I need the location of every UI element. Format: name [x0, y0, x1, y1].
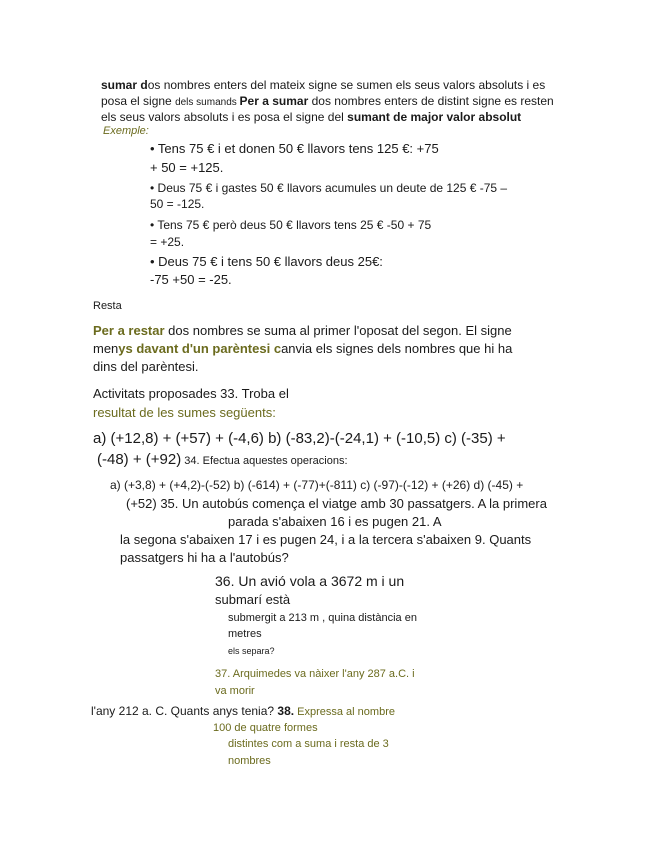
- resta-bold-davant: ys davant d'un parèntesi c: [118, 341, 282, 356]
- activitats-text: Expressa al nombre: [294, 706, 395, 718]
- example-2-line-2: 50 = -125.: [150, 197, 205, 211]
- example-label: Exemple:: [103, 125, 149, 137]
- activitats-line-19: distintes com a suma i resta de 3: [228, 738, 389, 750]
- activitats-line-20: nombres: [228, 755, 271, 767]
- activitats-line-6: (+52) 35. Un autobús comença el viatge amb 30 passatgers. A la primera: [126, 496, 547, 511]
- activitats-line-16: va morir: [215, 685, 255, 697]
- example-4-line-2: -75 +50 = -25.: [150, 272, 232, 287]
- activitats-line-14: els separa?: [228, 646, 275, 656]
- intro-text: posa el signe: [101, 94, 176, 108]
- example-1-line-1: • Tens 75 € i et donen 50 € llavors tens 125 €: +75: [150, 141, 439, 156]
- intro-bold-sumar: sumar d: [101, 78, 148, 92]
- example-2-line-1: • Deus 75 € i gastes 50 € llavors acumules un deute de 125 € -75 –: [150, 181, 508, 195]
- activitats-line-1: Activitats proposades 33. Troba el: [93, 386, 289, 401]
- resta-line-3: dins del parèntesi.: [93, 359, 199, 374]
- example-3-line-2: = +25.: [150, 235, 185, 249]
- intro-text: dos nombres enters de distint signe es resten: [308, 94, 554, 108]
- intro-small-text: dels sumands: [175, 97, 240, 108]
- resta-text: anvia els signes dels nombres que hi ha: [281, 341, 513, 356]
- intro-bold-per-a-sumar: Per a sumar: [239, 94, 309, 108]
- activitats-text: 34. Efectua aquestes operacions:: [181, 455, 348, 467]
- example-3-line-1: • Tens 75 € però deus 50 € llavors tens 25 € -50 + 75: [150, 218, 432, 232]
- intro-line-3: [101, 110, 521, 124]
- activitats-text: (-48) + (+92): [97, 451, 182, 468]
- activitats-line-10: 36. Un avió vola a 3672 m i un: [215, 573, 405, 589]
- example-1-line-2: + 50 = +125.: [150, 160, 224, 175]
- resta-heading: Resta: [93, 300, 122, 312]
- resta-text: men: [93, 341, 119, 356]
- activitats-line-15: 37. Arquimedes va nàixer l'any 287 a.C. i: [215, 668, 415, 680]
- intro-bold-sumant: sumant de major valor absolut: [347, 110, 522, 124]
- resta-line-2: [93, 341, 512, 357]
- resta-line-1: [93, 323, 512, 339]
- activitats-line-12: submergit a 213 m , quina distància en: [228, 612, 417, 624]
- intro-line-2: [101, 94, 554, 109]
- resta-bold-per-a-restar: Per a restar: [93, 323, 165, 338]
- activitats-line-8: la segona s'abaixen 17 i es pugen 24, i a la tercera s'abaixen 9. Quants: [120, 532, 532, 547]
- activitats-line-13: metres: [228, 628, 262, 640]
- intro-text: os nombres enters del mateix signe se sumen els seus valors absoluts i es: [147, 78, 546, 92]
- intro-text: els seus valors absoluts i es posa el signe del: [101, 110, 348, 124]
- example-4-line-1: • Deus 75 € i tens 50 € llavors deus 25€:: [150, 254, 383, 269]
- intro-line-1: [101, 78, 545, 92]
- activitats-line-18: 100 de quatre formes: [213, 722, 318, 734]
- activitats-number-38: 38.: [277, 704, 295, 718]
- activitats-line-3: a) (+12,8) + (+57) + (-4,6) b) (-83,2)-(-24,1) + (-10,5) c) (-35) +: [93, 430, 506, 447]
- activitats-line-2: resultat de les sumes següents:: [93, 405, 276, 420]
- activitats-line-17: [91, 704, 395, 719]
- activitats-line-4: [97, 450, 348, 469]
- resta-text: dos nombres se suma al primer l'oposat del segon. El signe: [164, 323, 512, 338]
- activitats-line-11: submarí està: [215, 592, 291, 607]
- activitats-line-9: passatgers hi ha a l'autobús?: [120, 550, 289, 565]
- activitats-line-5: a) (+3,8) + (+4,2)-(-52) b) (-614) + (-77)+(-811) c) (-97)-(-12) + (+26) d) (-45) +: [110, 478, 524, 492]
- activitats-line-7: parada s'abaixen 16 i es pugen 21. A: [228, 514, 442, 529]
- activitats-text: l'any 212 a. C. Quants anys tenia?: [91, 704, 278, 718]
